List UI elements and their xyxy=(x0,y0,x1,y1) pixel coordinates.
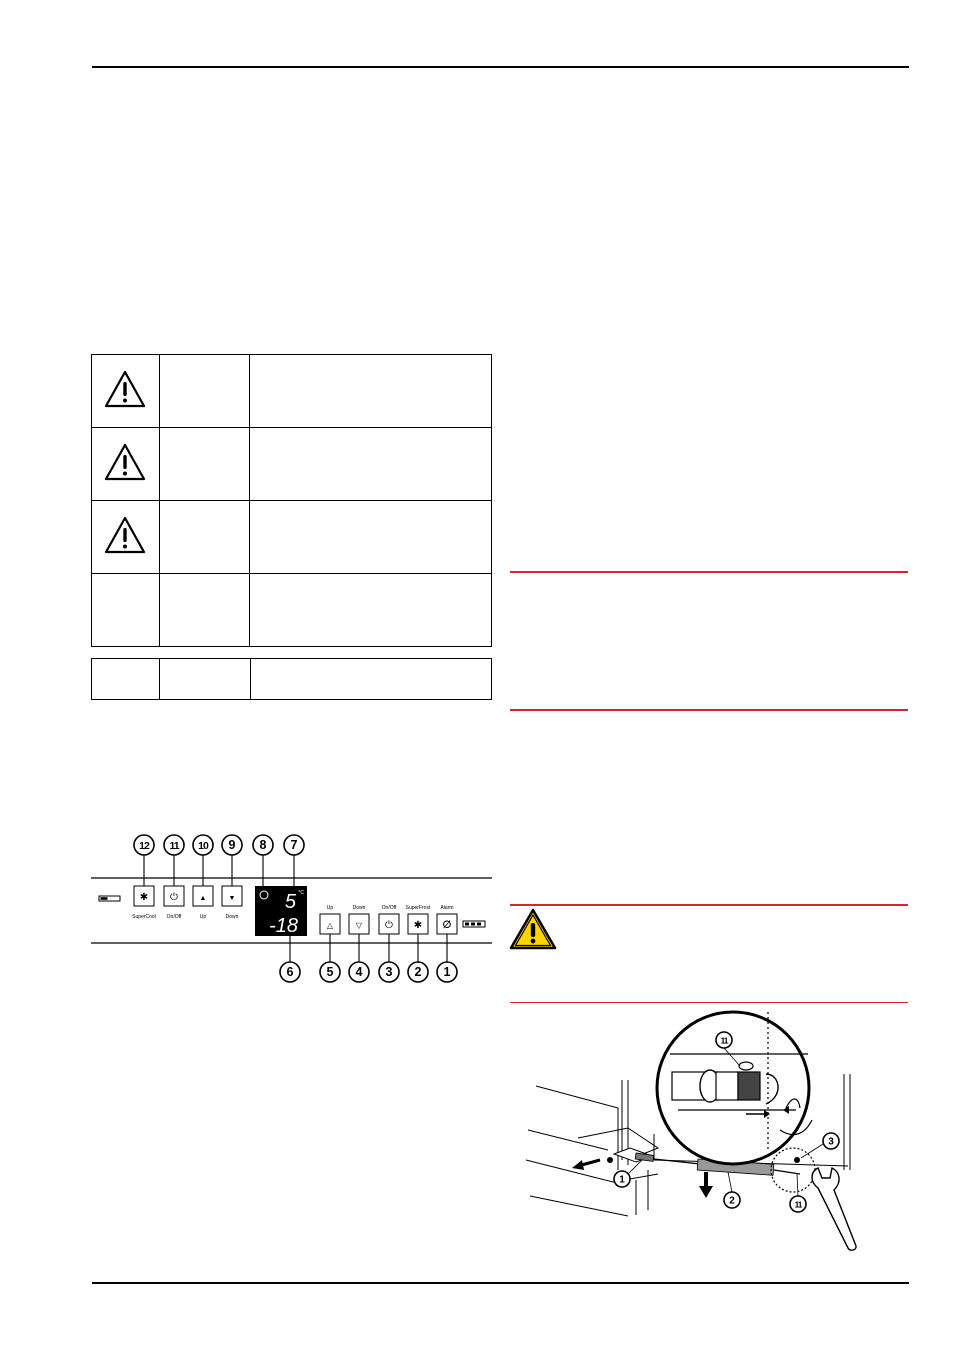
onoff-button[interactable] xyxy=(379,905,399,934)
callout-number xyxy=(193,835,213,855)
hazard-row xyxy=(92,574,492,647)
button-label: Down xyxy=(352,905,366,911)
svg-text:2: 2 xyxy=(414,965,422,980)
down-icon-left: ▼ xyxy=(228,895,236,902)
svg-text:11: 11 xyxy=(720,1035,728,1046)
down-button-left[interactable] xyxy=(222,886,242,920)
svg-text:4: 4 xyxy=(355,965,363,980)
callout-number xyxy=(379,962,399,982)
button-label: On/Off xyxy=(381,905,397,911)
callout-number xyxy=(408,962,428,982)
svg-text:8: 8 xyxy=(259,838,267,853)
section-rule xyxy=(510,709,908,711)
callout-number xyxy=(823,1133,839,1149)
up-button[interactable] xyxy=(320,905,340,934)
svg-text:6: 6 xyxy=(286,965,294,980)
display-top-value: 5 xyxy=(284,891,296,913)
warning-rule-top xyxy=(510,904,908,906)
button-label: Up xyxy=(326,905,334,911)
svg-text:3: 3 xyxy=(828,1136,834,1148)
warning-triangle-icon xyxy=(103,442,147,482)
callout-number xyxy=(253,835,273,855)
section-rule xyxy=(510,571,908,573)
up-icon: △ xyxy=(326,921,334,930)
battery-indicator-icon xyxy=(99,896,120,901)
button-label: Down xyxy=(225,914,239,920)
display-bottom-value: -18 xyxy=(269,915,298,937)
svg-text:5: 5 xyxy=(326,965,334,980)
hazard-row xyxy=(92,501,492,574)
callout-number xyxy=(614,1171,630,1187)
status-indicator-icon xyxy=(463,921,485,927)
footer-rule xyxy=(92,1282,909,1284)
button-label: Up xyxy=(199,914,207,920)
note-row xyxy=(92,659,492,700)
up-button-left[interactable] xyxy=(193,886,213,920)
alarm-icon: ⵁ xyxy=(442,920,452,931)
warning-triangle-icon xyxy=(103,515,147,555)
warning-triangle-icon xyxy=(509,908,557,950)
callout-number xyxy=(790,1196,806,1212)
supercool-button[interactable] xyxy=(132,886,156,920)
superfrost-button[interactable] xyxy=(406,905,431,934)
down-button[interactable] xyxy=(349,905,369,934)
supercool-icon: ✱ xyxy=(139,892,149,903)
warning-rule-bottom xyxy=(510,1002,908,1003)
warning-triangle-icon xyxy=(103,369,147,409)
door-hinge-figure xyxy=(518,1010,868,1260)
onoff-icon-left: ⏻ xyxy=(170,892,178,903)
svg-text:1: 1 xyxy=(619,1174,625,1186)
temperature-display xyxy=(255,886,307,937)
callout-number xyxy=(164,835,184,855)
display-unit: °C xyxy=(298,890,304,896)
callout-number xyxy=(222,835,242,855)
down-icon: ▽ xyxy=(355,921,363,930)
svg-text:10: 10 xyxy=(198,840,208,853)
callout-number xyxy=(280,962,300,982)
up-icon-left: ▲ xyxy=(199,895,207,902)
hazard-row xyxy=(92,355,492,428)
onoff-button-left[interactable] xyxy=(164,886,184,920)
svg-text:11: 11 xyxy=(169,840,179,853)
button-label: SuperCool xyxy=(132,914,156,920)
onoff-icon: ⏻ xyxy=(385,920,393,931)
callout-number xyxy=(724,1192,740,1208)
svg-text:11: 11 xyxy=(794,1199,802,1210)
callout-number xyxy=(716,1032,732,1048)
alarm-button[interactable] xyxy=(437,905,457,934)
svg-text:7: 7 xyxy=(290,838,298,853)
svg-text:1: 1 xyxy=(443,965,451,980)
svg-text:3: 3 xyxy=(385,965,393,980)
svg-text:2: 2 xyxy=(729,1195,735,1207)
header-rule xyxy=(92,66,909,68)
control-panel-figure xyxy=(88,826,498,990)
superfrost-icon: ✱ xyxy=(413,920,423,931)
button-label: Alarm xyxy=(440,905,454,911)
button-label: SuperFrost xyxy=(405,905,431,911)
svg-text:12: 12 xyxy=(139,840,149,853)
hazard-table xyxy=(91,354,492,647)
note-table xyxy=(91,658,492,700)
svg-text:9: 9 xyxy=(228,838,236,853)
callout-number xyxy=(134,835,154,855)
callout-number xyxy=(349,962,369,982)
hazard-row xyxy=(92,428,492,501)
callout-number xyxy=(320,962,340,982)
callout-number xyxy=(284,835,304,855)
callout-number xyxy=(437,962,457,982)
button-label: On/Off xyxy=(166,914,182,920)
